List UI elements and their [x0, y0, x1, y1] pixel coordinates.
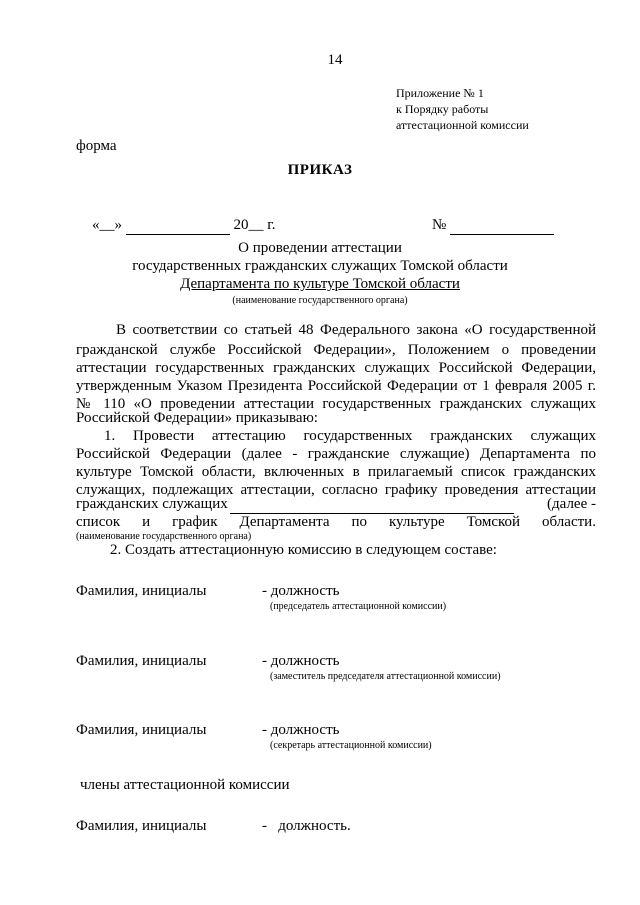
position: должность.	[278, 818, 351, 834]
number-blank	[450, 217, 554, 235]
member-2-name: Фамилия, инициалы	[76, 653, 207, 669]
word: и	[142, 514, 151, 530]
member-3-position	[262, 722, 340, 739]
document-title: ПРИКАЗ	[287, 162, 353, 178]
subject-line-1: О проведении аттестации	[238, 240, 402, 256]
word: список	[76, 514, 121, 530]
preamble-line-6: Российской Федерации» приказываю:	[76, 410, 318, 426]
preamble-line-3: аттестации государственных гражданских служащих Российской Федерации,	[76, 360, 596, 376]
item1-note: (наименование государственного органа)	[76, 531, 252, 542]
word: Департамента	[239, 514, 330, 530]
item1-line-5	[76, 496, 596, 514]
dash: -	[262, 583, 267, 599]
item1-line-1: 1. Провести аттестацию государственных гражданских служащих	[104, 428, 596, 444]
appendix-line-2: к Порядку работы	[396, 102, 489, 116]
member-1-position	[262, 583, 340, 600]
preamble-line-1: В соответствии со статьей 48 Федерального закона «О государственной	[116, 322, 596, 338]
preamble-line-4: утвержденным Указом Президента Российской Федерации от 1 февраля 2005 г.	[76, 378, 596, 394]
form-label: форма	[76, 138, 117, 154]
preamble-line-2: гражданской службе Российской Федерации», Положением о проведении	[76, 342, 596, 358]
item1-line-6	[76, 514, 596, 531]
word: график	[172, 514, 218, 530]
member-1-role: (председатель аттестационной комиссии)	[270, 601, 447, 612]
member-4-position	[262, 818, 351, 835]
appendix-line-3: аттестационной комиссии	[396, 118, 529, 132]
dash: -	[262, 818, 267, 834]
item1-blank	[230, 496, 514, 514]
subject-note: (наименование государственного органа)	[232, 295, 408, 306]
member-2-position	[262, 653, 340, 670]
item1-line-2: Российской Федерации (далее - гражданские служащие) Департамента по	[76, 446, 596, 462]
date-month-blank	[126, 217, 230, 235]
item2: 2. Создать аттестационную комиссию в следующем составе:	[110, 542, 497, 558]
department-name: Департамента по культуре Томской области	[180, 276, 460, 292]
position: должность	[270, 653, 340, 669]
preamble-line-5: № 110 «О проведении аттестации государственных гражданских служащих	[76, 396, 596, 412]
item1-line-3: культуре Томской области, включенных в прилагаемый список гражданских	[76, 464, 596, 480]
date-year: 20__ г.	[229, 217, 276, 233]
subject-line-3	[0, 276, 640, 293]
member-3-name: Фамилия, инициалы	[76, 722, 207, 738]
member-4-name: Фамилия, инициалы	[76, 818, 207, 834]
page-number: 14	[327, 52, 343, 68]
members-label: члены аттестационной комиссии	[80, 777, 290, 793]
word: области.	[542, 514, 596, 530]
number-field	[432, 217, 554, 235]
item1-line-5-left: гражданских служащих	[76, 496, 228, 512]
item1-line-5-right: (далее -	[547, 496, 596, 512]
date-day: «__»	[92, 217, 126, 233]
member-2-role: (заместитель председателя аттестационной комиссии)	[270, 671, 501, 682]
position: должность	[270, 722, 340, 738]
position: должность	[270, 583, 340, 599]
appendix-line-1: Приложение № 1	[396, 86, 484, 100]
word: Томской	[466, 514, 521, 530]
number-sign: №	[432, 217, 451, 233]
dash: -	[262, 653, 267, 669]
word: культуре	[388, 514, 445, 530]
subject-line-2: государственных гражданских служащих Томской области	[132, 258, 508, 274]
dash: -	[262, 722, 267, 738]
date-field	[92, 217, 275, 235]
member-1-name: Фамилия, инициалы	[76, 583, 207, 599]
member-3-role: (секретарь аттестационной комиссии)	[270, 740, 432, 751]
item1-line-4: служащих, подлежащих аттестации, согласно графику проведения аттестации	[76, 482, 596, 498]
word: по	[351, 514, 367, 530]
